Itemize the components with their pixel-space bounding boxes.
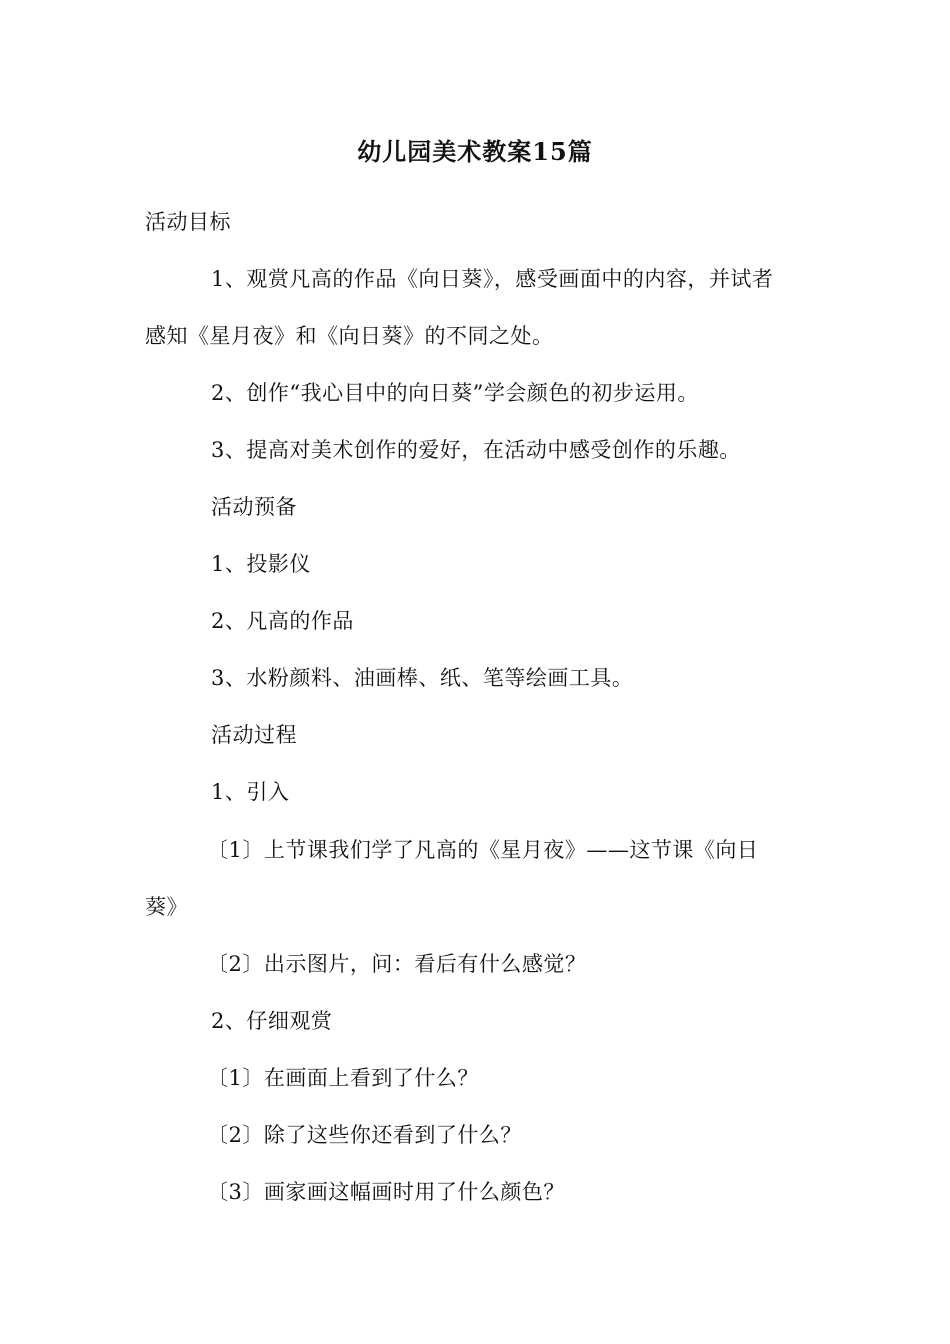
paragraph-line: 2、仔细观赏 [211,1009,333,1033]
paragraph-line: 〔1〕在画面上看到了什么？ [207,1066,479,1090]
section-heading-goals: 活动目标 [145,210,231,234]
paragraph-line: 2、凡高的作品 [211,609,354,633]
paragraph-line: 1、投影仪 [211,552,311,576]
paragraph-line: 3、提高对美术创作的爱好，在活动中感受创作的乐趣。 [211,438,741,462]
paragraph-line: 3、水粉颜料、油画棒、纸、笔等绘画工具。 [211,666,634,690]
paragraph-line: 〔2〕除了这些你还看到了什么？ [207,1123,522,1147]
section-heading-preparation: 活动预备 [211,495,297,519]
paragraph-line: 感知《星月夜》和《向日葵》的不同之处。 [145,324,554,348]
paragraph-line: 2、创作“我心目中的向日葵”学会颜色的初步运用。 [211,381,699,405]
paragraph-line: 葵》 [145,895,188,919]
paragraph-line: 1、引入 [211,780,290,804]
paragraph-line: 〔3〕画家画这幅画时用了什么颜色？ [207,1180,565,1204]
document-title: 幼儿园美术教案15篇 [357,137,593,166]
paragraph-line: 1、观赏凡高的作品《向日葵》，感受画面中的内容，并试者 [211,267,774,291]
paragraph-line: 〔2〕出示图片，问：看后有什么感觉？ [207,952,587,976]
section-heading-process: 活动过程 [211,723,297,747]
paragraph-line: 〔1〕上节课我们学了凡高的《星月夜》——这节课《向日 [207,838,759,862]
